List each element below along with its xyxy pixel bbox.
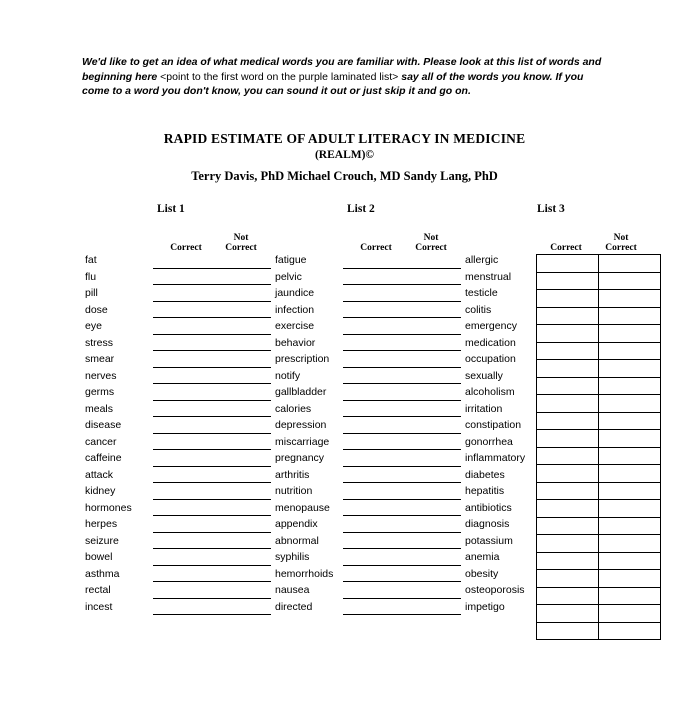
word-row xyxy=(275,402,460,419)
word-row xyxy=(85,402,270,419)
answer-grid-row[interactable] xyxy=(537,483,660,501)
word-label: anemia xyxy=(465,551,500,563)
list-1-word-rows xyxy=(85,253,270,616)
answer-grid-row[interactable] xyxy=(537,343,660,361)
answer-line[interactable] xyxy=(153,350,271,351)
word-label: caffeine xyxy=(85,452,122,464)
word-row xyxy=(275,418,460,435)
word-label: abnormal xyxy=(275,534,319,547)
list-1-header: List 1 xyxy=(157,203,185,215)
answer-grid-row[interactable] xyxy=(537,535,660,553)
answer-grid-divider xyxy=(598,308,599,325)
word-label: hemorrhoids xyxy=(275,567,334,580)
list-1-not-correct-heading-line1: Not xyxy=(233,233,249,243)
answer-grid-divider xyxy=(598,623,599,640)
page-title xyxy=(0,131,689,161)
answer-grid-row[interactable] xyxy=(537,378,660,396)
word-label: directed xyxy=(275,600,313,613)
word-label: diabetes xyxy=(465,468,505,481)
list-2-header: List 2 xyxy=(347,203,375,215)
word-label: dose xyxy=(85,303,108,316)
answer-line[interactable] xyxy=(343,614,461,615)
authors-line: Terry Davis, PhD Michael Crouch, MD Sandy Lang, PhD xyxy=(191,169,498,183)
word-label: flu xyxy=(85,270,97,283)
answer-grid-row[interactable] xyxy=(537,605,660,623)
word-label: irritation xyxy=(465,402,503,415)
word-label: allergic xyxy=(465,254,499,266)
word-label: occupation xyxy=(465,353,516,365)
list-2-word-rows xyxy=(275,253,460,616)
word-label: constipation xyxy=(465,419,522,431)
answer-line[interactable] xyxy=(153,416,271,417)
word-label: pregnancy xyxy=(275,452,325,464)
list-2-not-correct-heading xyxy=(403,233,459,253)
list-2-not-correct-heading-line1: Not xyxy=(423,233,439,243)
list-3-not-correct-heading-line2: Correct xyxy=(605,243,637,253)
list-3-correct-heading: Correct xyxy=(550,243,582,253)
answer-line[interactable] xyxy=(153,466,271,467)
word-label: jaundice xyxy=(275,287,315,299)
answer-line[interactable] xyxy=(153,565,271,566)
word-row xyxy=(275,484,460,501)
word-label: menopause xyxy=(275,501,330,514)
answer-grid-row[interactable] xyxy=(537,465,660,483)
word-label: hormones xyxy=(85,501,132,514)
word-label: obesity xyxy=(465,567,499,580)
answer-line[interactable] xyxy=(343,416,461,417)
list-1-not-correct-heading xyxy=(213,233,269,253)
instructions-cue-text: <point to the first word on the purple laminated list> xyxy=(160,70,399,83)
answer-line[interactable] xyxy=(343,515,461,516)
word-row xyxy=(85,270,270,287)
word-row xyxy=(85,451,270,468)
answer-line[interactable] xyxy=(153,548,271,549)
word-row xyxy=(275,567,460,584)
word-label: alcoholism xyxy=(465,386,515,398)
word-label: notify xyxy=(275,369,301,382)
answer-grid-divider xyxy=(598,465,599,482)
word-row xyxy=(275,517,460,534)
word-row xyxy=(85,484,270,501)
word-row xyxy=(85,303,270,320)
word-label: emergency xyxy=(465,320,517,332)
answer-grid-row[interactable] xyxy=(537,290,660,308)
list-2-not-correct-heading-line2: Correct xyxy=(415,243,447,253)
word-row xyxy=(275,303,460,320)
answer-line[interactable] xyxy=(343,268,461,269)
answer-line[interactable] xyxy=(343,383,461,384)
answer-grid-divider xyxy=(598,413,599,430)
answer-line[interactable] xyxy=(153,268,271,269)
word-row xyxy=(85,567,270,584)
word-label: eye xyxy=(85,320,102,332)
answer-line[interactable] xyxy=(343,317,461,318)
word-row xyxy=(85,600,270,617)
answer-grid-divider xyxy=(598,518,599,535)
word-label: inflammatory xyxy=(465,452,526,464)
word-label: rectal xyxy=(85,584,111,596)
word-row xyxy=(85,286,270,303)
answer-line[interactable] xyxy=(343,548,461,549)
word-row xyxy=(275,451,460,468)
answer-grid-divider xyxy=(598,290,599,307)
list-3-column-headings xyxy=(465,231,645,253)
word-row xyxy=(275,501,460,518)
answer-grid-divider xyxy=(598,535,599,552)
word-row xyxy=(85,319,270,336)
answer-grid-row[interactable] xyxy=(537,273,660,291)
word-label: gallbladder xyxy=(275,386,327,398)
word-label: fatigue xyxy=(275,254,307,266)
word-label: appendix xyxy=(275,518,318,530)
word-row xyxy=(85,550,270,567)
word-row xyxy=(275,352,460,369)
word-label: kidney xyxy=(85,485,116,497)
word-label: infection xyxy=(275,303,315,316)
answer-line[interactable] xyxy=(153,482,271,483)
answer-line[interactable] xyxy=(343,499,461,500)
word-row xyxy=(275,270,460,287)
list-2-column-headings xyxy=(275,231,455,253)
word-row xyxy=(275,336,460,353)
answer-grid-divider xyxy=(598,588,599,605)
word-row xyxy=(275,550,460,567)
word-row xyxy=(275,385,460,402)
word-label: calories xyxy=(275,402,312,415)
answer-grid-divider xyxy=(598,605,599,622)
answer-line[interactable] xyxy=(153,499,271,500)
answer-grid-row[interactable] xyxy=(537,360,660,378)
word-label: incest xyxy=(85,600,113,613)
word-row xyxy=(85,501,270,518)
word-label: nerves xyxy=(85,369,117,382)
answer-grid-row[interactable] xyxy=(537,395,660,413)
answer-grid-row[interactable] xyxy=(537,553,660,571)
answer-line[interactable] xyxy=(343,400,461,401)
word-label: behavior xyxy=(275,336,316,349)
answer-line[interactable] xyxy=(153,433,271,434)
answer-grid-divider xyxy=(598,430,599,447)
word-row xyxy=(85,468,270,485)
answer-grid-row[interactable] xyxy=(537,413,660,431)
word-label: prescription xyxy=(275,353,330,365)
answer-line[interactable] xyxy=(153,614,271,615)
answer-grid-divider xyxy=(598,448,599,465)
answer-line[interactable] xyxy=(343,334,461,335)
word-label: potassium xyxy=(465,534,513,547)
answer-line[interactable] xyxy=(343,284,461,285)
answer-line[interactable] xyxy=(343,532,461,533)
word-row xyxy=(275,369,460,386)
answer-line[interactable] xyxy=(153,532,271,533)
word-row xyxy=(275,534,460,551)
word-label: menstrual xyxy=(465,270,512,283)
word-label: germs xyxy=(85,386,115,398)
answer-line[interactable] xyxy=(153,598,271,599)
word-label: arthritis xyxy=(275,468,310,481)
answer-line[interactable] xyxy=(343,449,461,450)
word-row xyxy=(85,336,270,353)
word-label: fat xyxy=(85,254,97,266)
word-label: herpes xyxy=(85,518,118,530)
answer-line[interactable] xyxy=(153,301,271,302)
word-label: disease xyxy=(85,419,122,431)
word-label: miscarriage xyxy=(275,435,330,448)
word-label: depression xyxy=(275,419,327,431)
answer-grid-row[interactable] xyxy=(537,448,660,466)
list-1-column-headings xyxy=(85,231,265,253)
word-row xyxy=(275,286,460,303)
answer-grid-row[interactable] xyxy=(537,570,660,588)
list-1-correct-heading: Correct xyxy=(170,243,202,253)
list-3-header: List 3 xyxy=(537,203,565,215)
answer-grid-row[interactable] xyxy=(537,255,660,273)
answer-line[interactable] xyxy=(153,449,271,450)
word-label: hepatitis xyxy=(465,485,505,497)
word-row xyxy=(275,319,460,336)
answer-line[interactable] xyxy=(343,482,461,483)
answer-grid-divider xyxy=(598,483,599,500)
list-column-2 xyxy=(275,203,460,616)
answer-line[interactable] xyxy=(153,317,271,318)
answer-line[interactable] xyxy=(153,334,271,335)
word-row xyxy=(85,583,270,600)
word-row xyxy=(85,517,270,534)
word-row xyxy=(85,534,270,551)
word-row xyxy=(85,352,270,369)
answer-line[interactable] xyxy=(343,433,461,434)
answer-grid-row[interactable] xyxy=(537,588,660,606)
word-label: antibiotics xyxy=(465,501,512,514)
answer-grid-row[interactable] xyxy=(537,623,660,641)
instructions-paragraph xyxy=(82,55,602,99)
word-label: pelvic xyxy=(275,270,302,283)
word-row xyxy=(85,253,270,270)
word-label: medication xyxy=(465,336,516,349)
answer-line[interactable] xyxy=(153,581,271,582)
answer-line[interactable] xyxy=(343,598,461,599)
word-row xyxy=(275,583,460,600)
word-label: meals xyxy=(85,402,114,415)
list-2-correct-heading: Correct xyxy=(360,243,392,253)
word-label: nausea xyxy=(275,584,310,596)
answer-line[interactable] xyxy=(343,466,461,467)
answer-line[interactable] xyxy=(343,565,461,566)
answer-line[interactable] xyxy=(153,515,271,516)
answer-grid-divider xyxy=(598,395,599,412)
answer-grid-divider xyxy=(598,325,599,342)
answer-line[interactable] xyxy=(153,284,271,285)
word-label: attack xyxy=(85,468,114,481)
list-3-not-correct-heading xyxy=(593,233,649,253)
answer-grid-row[interactable] xyxy=(537,500,660,518)
answer-grid-row[interactable] xyxy=(537,325,660,343)
word-row xyxy=(275,600,460,617)
word-row xyxy=(275,253,460,270)
word-row xyxy=(85,385,270,402)
answer-grid-divider xyxy=(598,378,599,395)
word-label: diagnosis xyxy=(465,518,510,530)
answer-grid-divider xyxy=(598,343,599,360)
answer-line[interactable] xyxy=(153,367,271,368)
word-label: cancer xyxy=(85,435,117,448)
word-label: nutrition xyxy=(275,485,313,497)
answer-grid-divider xyxy=(598,553,599,570)
word-label: pill xyxy=(85,287,98,299)
list-3-not-correct-heading-line1: Not xyxy=(613,233,629,243)
word-label: bowel xyxy=(85,551,113,563)
word-row xyxy=(85,418,270,435)
answer-line[interactable] xyxy=(153,400,271,401)
word-label: seizure xyxy=(85,534,119,547)
list-column-1 xyxy=(85,203,270,616)
title-line-1: RAPID ESTIMATE OF ADULT LITERACY IN MEDICINE xyxy=(163,131,526,146)
word-label: exercise xyxy=(275,320,315,332)
word-row xyxy=(85,435,270,452)
word-label: gonorrhea xyxy=(465,435,513,448)
answer-grid-divider xyxy=(598,500,599,517)
answer-grid-divider xyxy=(598,273,599,290)
list-3-answer-grid xyxy=(536,254,661,640)
instructions-text-part1: We'd like to get an idea of what medical words you are familiar with. Please look at this list of words and beginning here xyxy=(82,56,602,83)
word-row xyxy=(275,468,460,485)
word-label: colitis xyxy=(465,303,492,316)
answer-line[interactable] xyxy=(343,367,461,368)
answer-line[interactable] xyxy=(343,301,461,302)
title-line-2: (REALM)© xyxy=(314,149,375,161)
word-label: smear xyxy=(85,353,115,365)
word-row xyxy=(275,435,460,452)
answer-grid-row[interactable] xyxy=(537,308,660,326)
word-label: asthma xyxy=(85,567,120,580)
instructions-text-part2: say all of the words you know. If you come to a word you don't know, you can sound it out or just skip it and go on. xyxy=(82,70,584,97)
answer-grid-divider xyxy=(598,570,599,587)
answer-line[interactable] xyxy=(343,581,461,582)
answer-grid-divider xyxy=(598,360,599,377)
answer-line[interactable] xyxy=(153,383,271,384)
word-label: impetigo xyxy=(465,600,505,613)
answer-grid-divider xyxy=(598,255,599,272)
word-label: stress xyxy=(85,336,114,349)
word-label: osteoporosis xyxy=(465,584,525,596)
list-1-not-correct-heading-line2: Correct xyxy=(225,243,257,253)
word-row xyxy=(85,369,270,386)
word-label: sexually xyxy=(465,369,503,382)
word-label: syphilis xyxy=(275,551,310,563)
answer-grid-row[interactable] xyxy=(537,430,660,448)
answer-line[interactable] xyxy=(343,350,461,351)
word-label: testicle xyxy=(465,287,498,299)
answer-grid-row[interactable] xyxy=(537,518,660,536)
